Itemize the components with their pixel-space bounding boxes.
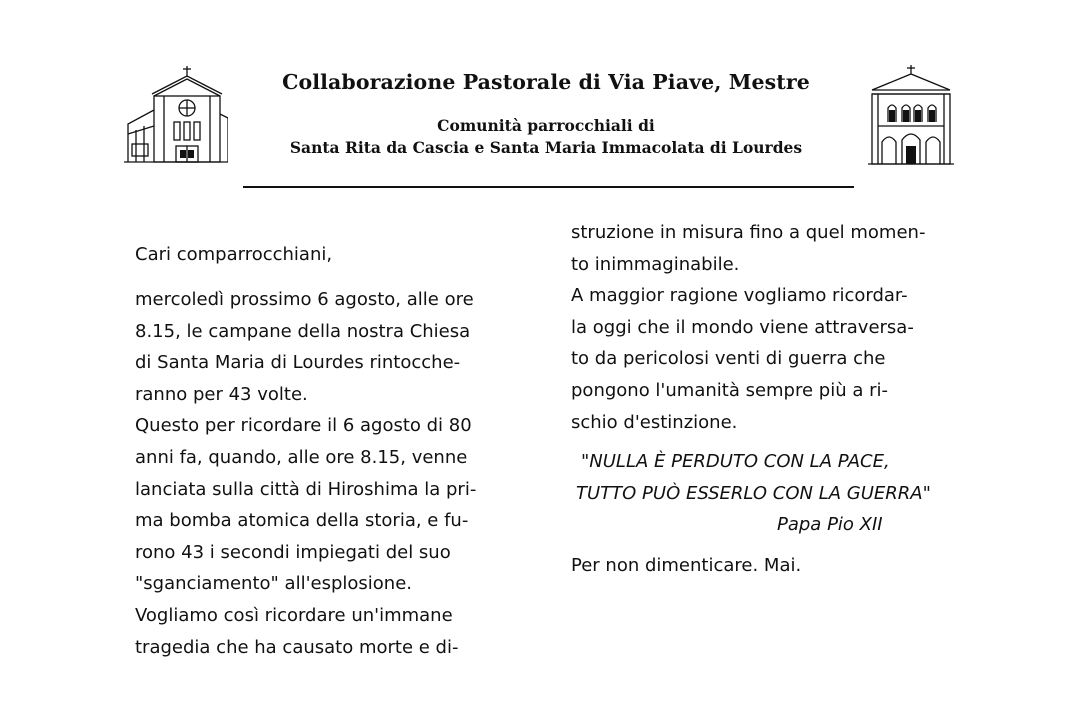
text-line: la oggi che il mondo viene attraversa-	[571, 316, 914, 338]
text-line: anni fa, quando, alle ore 8.15, venne	[135, 447, 468, 468]
text-line: pongono l'umanità sempre più a ri-	[571, 380, 888, 401]
quote-author: Papa Pio XII	[777, 514, 883, 536]
page-header	[0, 0, 1080, 200]
text-line: to da pericolosi venti di guerra che	[571, 348, 886, 370]
page-title: Collaborazione Pastorale di Via Piave, Mestre	[282, 70, 810, 94]
text-line: struzione in misura fino a quel momen-	[571, 222, 926, 243]
church-santa-rita-drawing	[124, 64, 228, 166]
text-line: "sganciamento" all'esplosione.	[135, 573, 413, 595]
church-lourdes-drawing	[868, 64, 954, 166]
text-line: di Santa Maria di Lourdes rintocche-	[135, 352, 461, 374]
text-line: 8.15, le campane della nostra Chiesa	[135, 320, 471, 342]
subtitle-line-1: Comunità parrocchiali di	[437, 116, 655, 135]
text-line: ranno per 43 volte.	[135, 383, 308, 405]
greeting: Cari comparrocchiani,	[135, 244, 333, 265]
text-line: A maggior ragione vogliamo ricordar-	[571, 285, 908, 307]
closing: Per non dimenticare. Mai.	[571, 555, 802, 576]
text-line: schio d'estinzione.	[571, 411, 738, 433]
text-line: to inimmaginabile.	[571, 253, 740, 275]
text-line: mercoledì prossimo 6 agosto, alle ore	[135, 289, 474, 310]
text-line: tragedia che ha causato morte e di-	[135, 636, 459, 658]
text-line: Questo per ricordare il 6 agosto di 80	[135, 415, 472, 437]
header-divider	[243, 186, 854, 188]
quote-line-1: "NULLA È PERDUTO CON LA PACE,	[581, 451, 890, 472]
text-line: ma bomba atomica della storia, e fu-	[135, 510, 469, 532]
text-line: rono 43 i secondi impiegati del suo	[135, 541, 451, 563]
subtitle-line-2: Santa Rita da Cascia e Santa Maria Immacolata di Lourdes	[289, 138, 803, 157]
text-line: Vogliamo così ricordare un'immane	[135, 605, 453, 626]
quote-line-2: TUTTO PUÒ ESSERLO CON LA GUERRA"	[576, 482, 931, 504]
text-line: lanciata sulla città di Hiroshima la pri-	[135, 478, 477, 500]
